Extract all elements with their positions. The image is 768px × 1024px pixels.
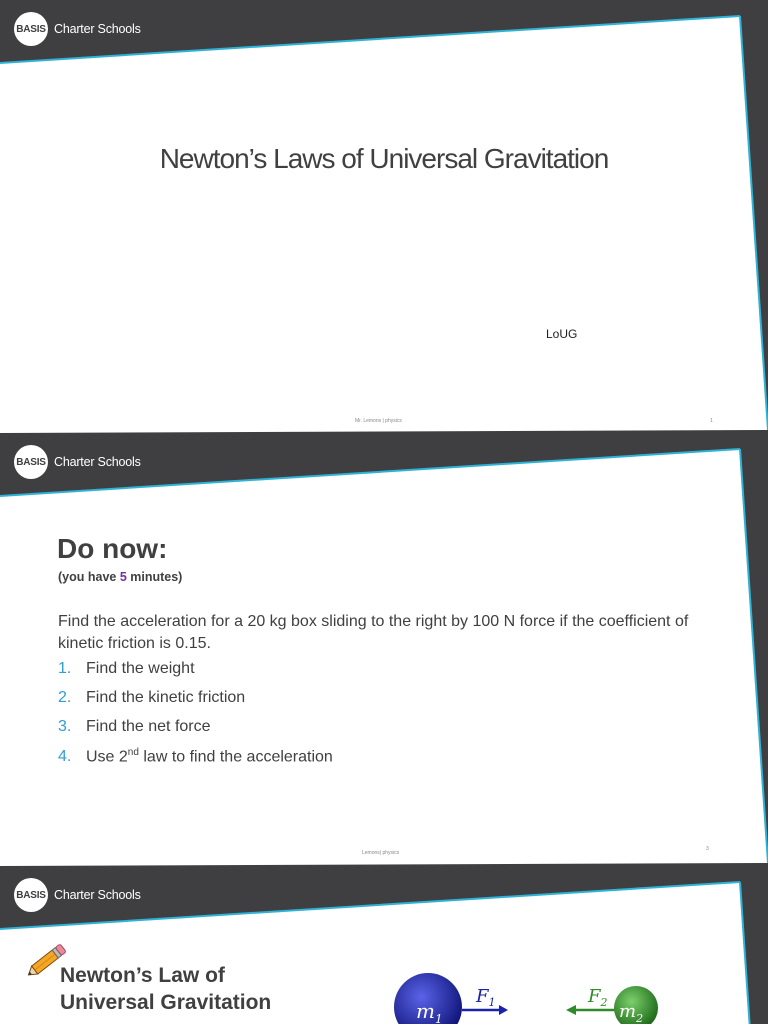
list-number: 3.	[58, 718, 72, 735]
mass-2-label: $m_2$	[619, 1001, 644, 1024]
list-number: 4.	[58, 748, 72, 766]
page-number: 3	[706, 846, 709, 852]
list-item	[58, 689, 333, 718]
logo-text: Charter Schools	[54, 888, 141, 902]
list-item	[58, 747, 333, 776]
slide-heading: Do now:	[57, 533, 168, 564]
force-1-label: $F_1$	[476, 986, 496, 1009]
list-text: Find the kinetic friction	[86, 689, 246, 706]
logo	[14, 878, 141, 912]
steps-list	[58, 660, 333, 776]
note-number: 5	[119, 570, 127, 584]
slide-1-background	[0, 0, 768, 433]
logo-text: Charter Schools	[54, 22, 141, 36]
logo-badge: BASIS	[14, 445, 48, 479]
page-number: 1	[710, 418, 713, 424]
list-text-after: law to find the acceleration	[138, 748, 333, 766]
list-number: 1.	[58, 660, 72, 677]
list-text-before: Use 2	[86, 748, 128, 766]
time-note	[58, 570, 182, 584]
slide-footer: Mr. Lemons | physics	[355, 418, 402, 424]
title-line-2: Universal Gravitation	[60, 991, 272, 1014]
slide-1	[0, 0, 768, 433]
list-text: Find the net force	[86, 718, 211, 735]
list-item	[58, 660, 333, 689]
list-number: 2.	[58, 689, 72, 706]
list-superscript: nd	[127, 747, 139, 758]
title-line-1: Newton’s Law of	[60, 964, 225, 987]
logo	[14, 12, 141, 46]
slide-3	[0, 866, 768, 1024]
slide-2	[0, 433, 768, 866]
note-suffix: minutes)	[126, 570, 183, 584]
list-item	[58, 718, 333, 747]
slide-title: Newton’s Laws of Universal Gravitation	[159, 143, 609, 174]
list-text: Find the weight	[86, 660, 195, 677]
mass-1-label: $m_1$	[416, 999, 443, 1024]
slide-footer: Lemons| physics	[362, 850, 400, 856]
force-2-label: $F_2$	[588, 986, 608, 1009]
gravitation-diagram	[390, 970, 670, 1024]
slide-title	[60, 962, 271, 1016]
problem-paragraph: Find the acceleration for a 20 kg box sliding to the right by 100 N force if the coefficient of kinetic friction is 0.15.	[58, 613, 689, 652]
logo-badge: BASIS	[14, 878, 48, 912]
slide-subtitle: LoUG	[546, 327, 578, 341]
logo-text: Charter Schools	[54, 455, 141, 469]
note-prefix: (you have	[58, 570, 120, 584]
logo-badge: BASIS	[14, 12, 48, 46]
logo	[14, 445, 141, 479]
